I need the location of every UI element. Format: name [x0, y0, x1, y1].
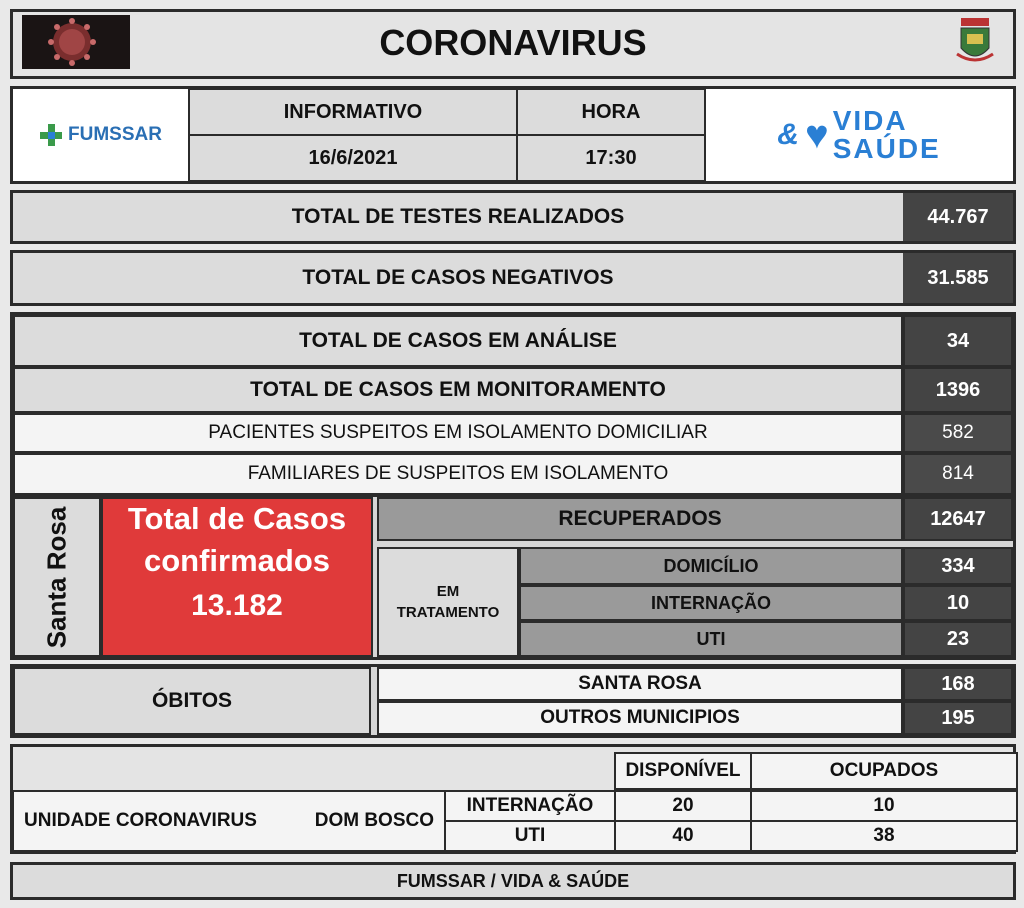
- testes-label: TOTAL DE TESTES REALIZADOS: [13, 193, 903, 241]
- unidade-row-disponivel: 20: [614, 790, 752, 822]
- tratamento-row-value: 334: [903, 547, 1013, 585]
- negativos-label: TOTAL DE CASOS NEGATIVOS: [13, 253, 903, 303]
- cross-icon: [40, 124, 62, 146]
- vida-saude-logo: & ♥ VIDA SAÚDE: [777, 105, 941, 164]
- recuperados-label: RECUPERADOS: [377, 497, 903, 541]
- familiares-label: FAMILIARES DE SUSPEITOS EM ISOLAMENTO: [13, 453, 903, 495]
- unidade-row-disponivel: 40: [614, 820, 752, 852]
- confirmed-title-2: confirmados: [143, 543, 331, 578]
- negativos-value: 31.585: [903, 253, 1013, 303]
- monitoramento-label: TOTAL DE CASOS EM MONITORAMENTO: [13, 367, 903, 413]
- unidade-row-label: INTERNAÇÃO: [444, 790, 616, 822]
- pacientes-label: PACIENTES SUSPEITOS EM ISOLAMENTO DOMICILIAR: [13, 413, 903, 453]
- recuperados-value: 12647: [903, 497, 1013, 541]
- unidade-row-label: UTI: [444, 820, 616, 852]
- confirmed-title-1: Total de Casos: [127, 501, 347, 536]
- coat-of-arms-icon: [955, 16, 995, 68]
- tratamento-label: EM TRATAMENTO: [377, 547, 519, 657]
- city-label-cell: [13, 497, 101, 657]
- confirmed-value: 13.182: [191, 589, 283, 622]
- tratamento-row-label: DOMICÍLIO: [519, 547, 903, 585]
- unidade-row-ocupados: 10: [750, 790, 1018, 822]
- date-value: 16/6/2021: [188, 134, 518, 182]
- testes-value: 44.767: [903, 193, 1013, 241]
- tratamento-row-label: INTERNAÇÃO: [519, 585, 903, 621]
- informativo-label: INFORMATIVO: [188, 88, 518, 136]
- hora-label: HORA: [516, 88, 706, 136]
- tratamento-row-label: UTI: [519, 621, 903, 657]
- tratamento-row-value: 10: [903, 585, 1013, 621]
- virus-image: [22, 15, 130, 69]
- obitos-label: ÓBITOS: [13, 667, 371, 735]
- confirmed-box: [101, 497, 373, 657]
- col-disponivel: DISPONÍVEL: [614, 752, 752, 790]
- time-value: 17:30: [516, 134, 706, 182]
- analise-label: TOTAL DE CASOS EM ANÁLISE: [13, 315, 903, 367]
- obitos-row-label: OUTROS MUNICIPIOS: [377, 701, 903, 735]
- unidade-label: UNIDADE CORONAVIRUS DOM BOSCO: [12, 790, 446, 852]
- monitoramento-value: 1396: [903, 367, 1013, 413]
- pacientes-value: 582: [903, 413, 1013, 453]
- page-title: CORONAVIRUS: [379, 22, 647, 63]
- obitos-row-value: 195: [903, 701, 1013, 735]
- obitos-row-value: 168: [903, 667, 1013, 701]
- unidade-row-ocupados: 38: [750, 820, 1018, 852]
- city-label: Santa Rosa: [41, 506, 72, 648]
- tratamento-row-value: 23: [903, 621, 1013, 657]
- familiares-value: 814: [903, 453, 1013, 495]
- obitos-row-label: SANTA ROSA: [377, 667, 903, 701]
- footer-text: FUMSSAR / VIDA & SAÚDE: [10, 862, 1016, 900]
- fumssar-logo: FUMSSAR: [14, 90, 188, 180]
- col-ocupados: OCUPADOS: [750, 752, 1018, 790]
- heart-icon: ♥: [804, 113, 829, 157]
- analise-value: 34: [903, 315, 1013, 367]
